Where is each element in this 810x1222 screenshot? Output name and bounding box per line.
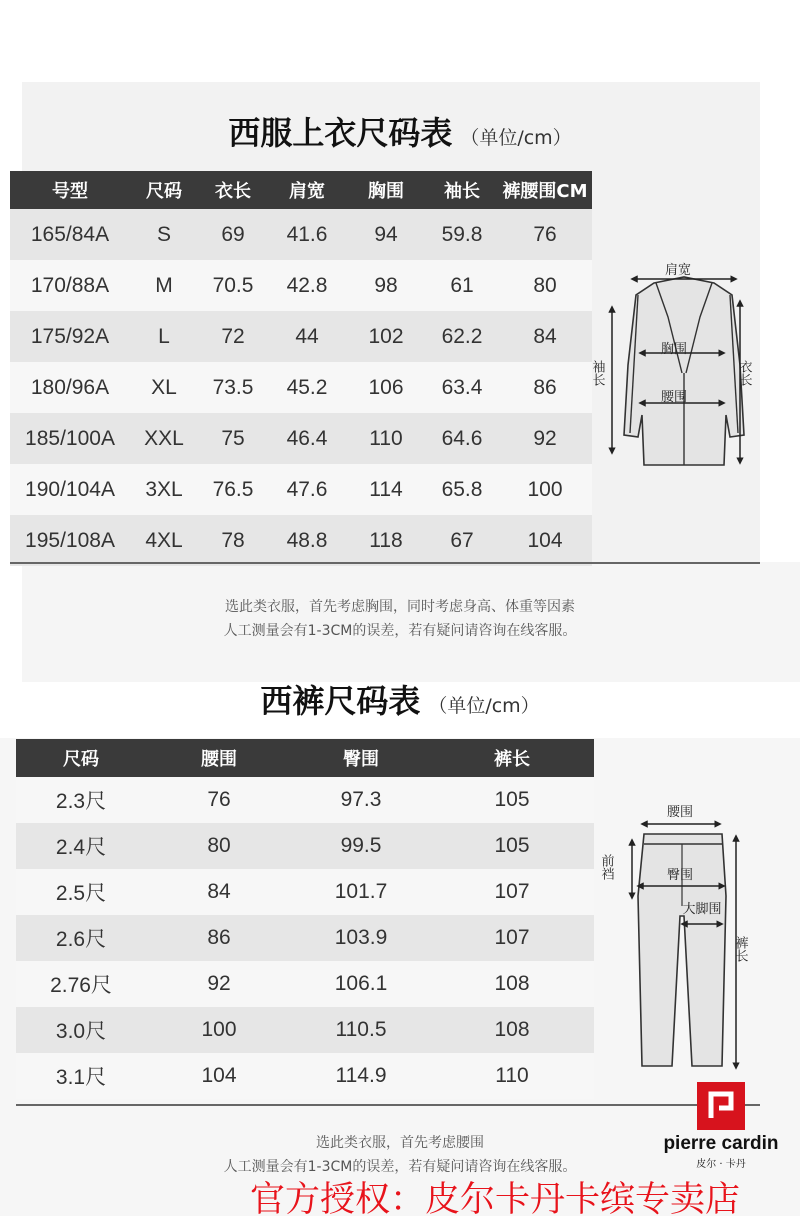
table-cell: 110 (346, 413, 426, 464)
table-cell: 84 (498, 311, 592, 362)
table-cell: 70.5 (198, 260, 268, 311)
table-cell: 105 (430, 777, 594, 823)
pants-col-header: 腰围 (146, 739, 292, 777)
pants-diagram-hem-label: 大脚围 (682, 902, 722, 917)
table-cell: 59.8 (426, 209, 498, 260)
table-cell: 180/96A (10, 362, 130, 413)
jacket-table-bottom-rule (10, 562, 760, 564)
pants-diagram (600, 796, 760, 1076)
jacket-note (0, 595, 800, 643)
pants-size-table (16, 739, 594, 1099)
table-cell: 101.7 (292, 869, 430, 915)
table-cell: 97.3 (292, 777, 430, 823)
table-row (16, 1007, 594, 1053)
jacket-col-header: 胸围 (346, 171, 426, 209)
table-cell: 4XL (130, 515, 198, 566)
table-row (10, 464, 592, 515)
jacket-col-header: 号型 (10, 171, 130, 209)
table-cell: 61 (426, 260, 498, 311)
table-row (10, 515, 592, 566)
table-cell: S (130, 209, 198, 260)
table-row (10, 362, 592, 413)
table-cell: 44 (268, 311, 346, 362)
table-cell: 92 (146, 961, 292, 1007)
table-cell: 2.4尺 (16, 823, 146, 869)
table-row (16, 823, 594, 869)
table-cell: 2.6尺 (16, 915, 146, 961)
diagram-sleeve-label: 袖长 (589, 360, 605, 386)
table-row (10, 311, 592, 362)
table-cell: 42.8 (268, 260, 346, 311)
table-cell: 118 (346, 515, 426, 566)
jacket-col-header: 袖长 (426, 171, 498, 209)
table-cell: 98 (346, 260, 426, 311)
table-cell: 76 (146, 777, 292, 823)
table-cell: 108 (430, 961, 594, 1007)
jacket-note-line2: 人工测量会有1-3CM的误差，若有疑问请咨询在线客服。 (223, 623, 577, 639)
jacket-header-row (10, 171, 592, 209)
table-cell: XXL (130, 413, 198, 464)
table-cell: 41.6 (268, 209, 346, 260)
pants-title-text: 西裤尺码表 (260, 682, 421, 720)
diagram-length-label: 衣长 (736, 360, 752, 386)
table-cell: 104 (498, 515, 592, 566)
table-cell: 100 (146, 1007, 292, 1053)
pants-table-bottom-rule (16, 1104, 760, 1106)
table-cell: 62.2 (426, 311, 498, 362)
table-row (10, 209, 592, 260)
table-cell: 107 (430, 915, 594, 961)
pants-col-header: 尺码 (16, 739, 146, 777)
jacket-col-header: 尺码 (130, 171, 198, 209)
pants-col-header: 臀围 (292, 739, 430, 777)
pants-diagram-waist-label: 腰围 (666, 805, 694, 820)
pants-header-row (16, 739, 594, 777)
table-cell: 110.5 (292, 1007, 430, 1053)
table-cell: 107 (430, 869, 594, 915)
table-cell: 86 (498, 362, 592, 413)
diagram-shoulder-label: 肩宽 (664, 263, 692, 278)
table-cell: 80 (498, 260, 592, 311)
pants-title (0, 676, 800, 722)
diagram-waist-label: 腰围 (660, 390, 688, 405)
jacket-title-text: 西服上衣尺码表 (228, 114, 453, 152)
table-cell: 3.0尺 (16, 1007, 146, 1053)
diagram-chest-label: 胸围 (660, 342, 688, 357)
table-cell: 73.5 (198, 362, 268, 413)
jacket-diagram (589, 255, 774, 475)
table-cell: 190/104A (10, 464, 130, 515)
pants-note-line1: 选此类衣服，首先考虑腰围 (316, 1135, 484, 1151)
pants-unit: （单位/cm） (428, 695, 540, 717)
jacket-note-line1: 选此类衣服，首先考虑胸围，同时考虑身高、体重等因素 (225, 599, 575, 615)
table-cell: 78 (198, 515, 268, 566)
brand-name: pierre cardin (663, 1133, 779, 1154)
table-cell: 185/100A (10, 413, 130, 464)
table-cell: 76.5 (198, 464, 268, 515)
table-cell: 102 (346, 311, 426, 362)
table-cell: 48.8 (268, 515, 346, 566)
table-cell: 65.8 (426, 464, 498, 515)
table-cell: 106.1 (292, 961, 430, 1007)
table-cell: 67 (426, 515, 498, 566)
pants-diagram-length-label: 裤长 (732, 936, 748, 962)
table-cell: 3.1尺 (16, 1053, 146, 1099)
table-cell: 64.6 (426, 413, 498, 464)
table-cell: 80 (146, 823, 292, 869)
table-cell: 104 (146, 1053, 292, 1099)
pants-diagram-hip-label: 臀围 (666, 868, 694, 883)
table-cell: 170/88A (10, 260, 130, 311)
table-cell: 108 (430, 1007, 594, 1053)
pierre-cardin-logo (656, 1082, 786, 1170)
pants-diagram-rise-label: 前裆 (598, 854, 614, 880)
table-cell: 94 (346, 209, 426, 260)
table-cell: 72 (198, 311, 268, 362)
table-cell: XL (130, 362, 198, 413)
table-cell: 2.76尺 (16, 961, 146, 1007)
table-cell: 47.6 (268, 464, 346, 515)
table-row (16, 915, 594, 961)
table-row (10, 260, 592, 311)
table-cell: 106 (346, 362, 426, 413)
jacket-col-header: 衣长 (198, 171, 268, 209)
table-cell: 2.5尺 (16, 869, 146, 915)
table-cell: 165/84A (10, 209, 130, 260)
table-cell: 92 (498, 413, 592, 464)
table-row (16, 1053, 594, 1099)
table-cell: 76 (498, 209, 592, 260)
table-cell: 195/108A (10, 515, 130, 566)
pants-col-header: 裤长 (430, 739, 594, 777)
pants-note-line2: 人工测量会有1-3CM的误差，若有疑问请咨询在线客服。 (223, 1159, 577, 1175)
table-cell: 86 (146, 915, 292, 961)
table-cell: 175/92A (10, 311, 130, 362)
table-cell: L (130, 311, 198, 362)
table-cell: 45.2 (268, 362, 346, 413)
table-cell: 84 (146, 869, 292, 915)
table-row (10, 413, 592, 464)
table-cell: 75 (198, 413, 268, 464)
table-cell: 46.4 (268, 413, 346, 464)
table-row (16, 777, 594, 823)
table-row (16, 961, 594, 1007)
table-cell: 100 (498, 464, 592, 515)
table-cell: 110 (430, 1053, 594, 1099)
table-cell: 69 (198, 209, 268, 260)
jacket-col-header: 裤腰围CM (498, 171, 592, 209)
table-cell: 114.9 (292, 1053, 430, 1099)
table-cell: 103.9 (292, 915, 430, 961)
table-cell: M (130, 260, 198, 311)
brand-name-cn: 皮尔 · 卡丹 (696, 1159, 746, 1170)
jacket-unit: （单位/cm） (460, 127, 572, 149)
jacket-title (0, 108, 800, 154)
jacket-col-header: 肩宽 (268, 171, 346, 209)
table-cell: 114 (346, 464, 426, 515)
authorized-store-watermark: 官方授权：皮尔卡丹卡缤专卖店 (250, 1180, 741, 1220)
table-cell: 63.4 (426, 362, 498, 413)
table-cell: 3XL (130, 464, 198, 515)
table-cell: 2.3尺 (16, 777, 146, 823)
jacket-size-table (10, 171, 592, 566)
table-cell: 99.5 (292, 823, 430, 869)
table-cell: 105 (430, 823, 594, 869)
pierre-cardin-logo-mark (697, 1082, 745, 1130)
table-row (16, 869, 594, 915)
